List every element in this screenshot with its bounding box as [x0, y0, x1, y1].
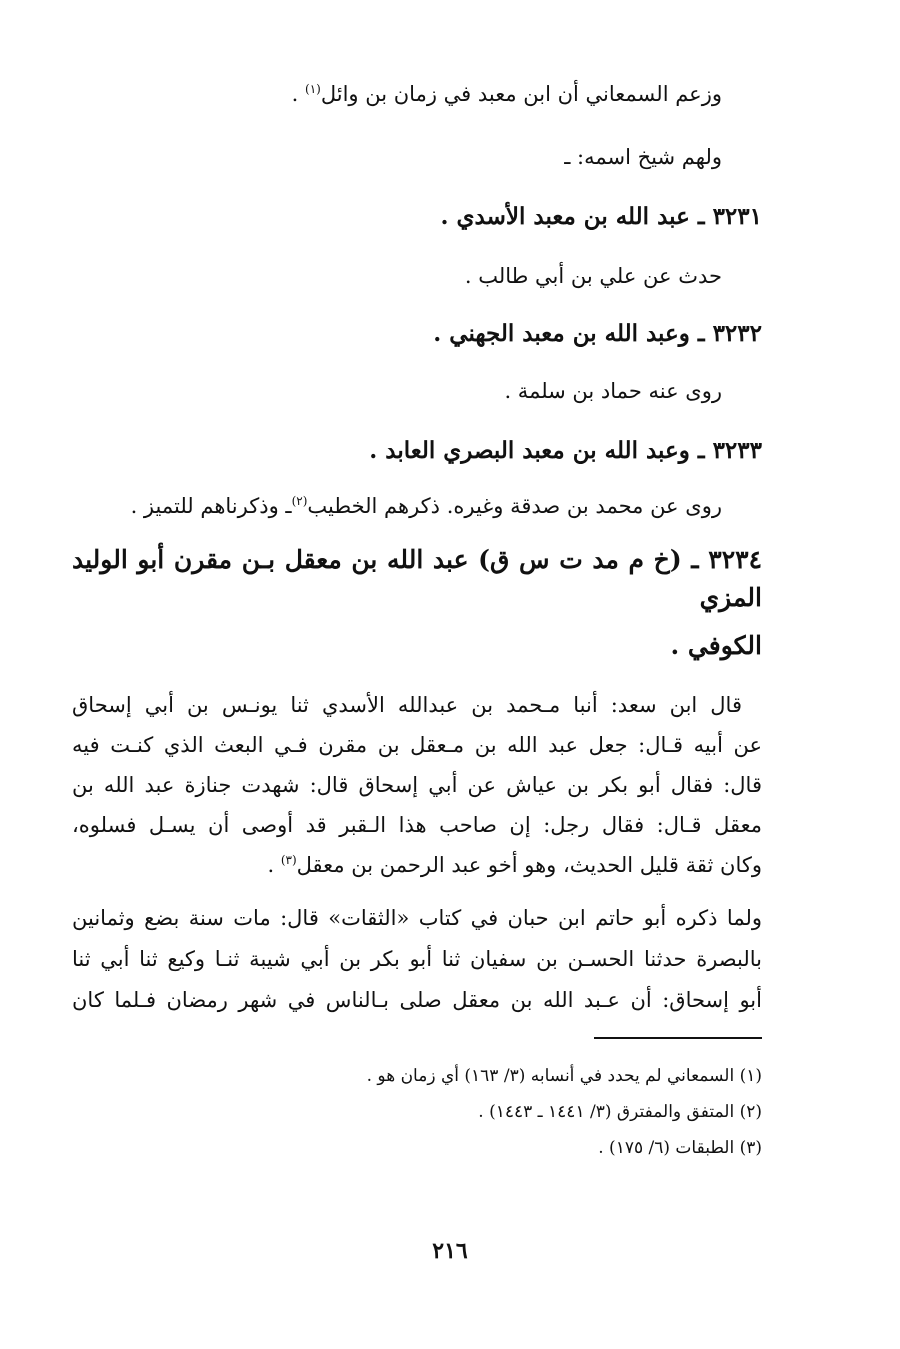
- heading-text: الكوفي .: [670, 631, 762, 660]
- entry-heading-3234-line1: [72, 541, 762, 617]
- text-span: .: [267, 853, 281, 877]
- page-body: [72, 78, 762, 1017]
- text-span: أبو إسحاق: أن عـبد الله بن معقل صلى بـالناس في شهر رمضان فـلما كان: [72, 988, 762, 1012]
- entry-heading-3232: [72, 317, 762, 351]
- text-line: [72, 260, 762, 293]
- heading-text: ٣٢٣٤ ـ (خ م مد ت س ق) عبد الله بن معقل بـن مقرن أبو الوليد المزي: [72, 545, 762, 612]
- footnote-ref-3[interactable]: (٣): [280, 853, 297, 867]
- text-line: [72, 984, 762, 1017]
- text-line: [72, 490, 762, 523]
- text-span: وكان ثقة قليل الحديث، وهو أخو عبد الرحمن بن معقل: [296, 853, 762, 877]
- text-line: [72, 902, 762, 935]
- text-span: ـ وذكرناهم للتميز .: [130, 494, 292, 518]
- footnote-3: (٣) الطبقات (٦/ ١٧٥) .: [598, 1138, 762, 1158]
- text-line: [72, 141, 762, 174]
- paragraph-ibn-hibban: [72, 902, 762, 1017]
- footnote-2: (٢) المتفق والمفترق (٣/ ١٤٤١ ـ ١٤٤٣) .: [478, 1102, 762, 1122]
- text-span: بالبصرة حدثنا الحسـن بن سفيان ثنا أبو بكر بن أبي شيبة ثنـا وكيع ثنا أبي ثنا: [72, 947, 762, 971]
- text-span: روى عنه حماد بن سلمة .: [504, 379, 722, 403]
- text-span: ولهم شيخ اسمه: ـ: [564, 145, 722, 169]
- footnote-divider: [594, 1037, 762, 1039]
- entry-heading-3233: [72, 434, 762, 468]
- footnote-ref-2[interactable]: (٢): [291, 494, 308, 508]
- text-line: [72, 769, 762, 802]
- text-span: روى عن محمد بن صدقة وغيره. ذكرهم الخطيب: [307, 494, 722, 518]
- heading-text: ٣٢٣١ ـ عبد الله بن معبد الأسدي .: [440, 203, 762, 230]
- text-line: [72, 849, 762, 882]
- text-span: ولما ذكره أبو حاتم ابن حبان في كتاب «الثقات» قال: مات سنة بضع وثمانين: [72, 906, 762, 930]
- text-span: .: [291, 82, 306, 106]
- text-line: [72, 78, 762, 111]
- text-span: معقل قـال: فقال رجل: إن صاحب هذا الـقبر قد أوصى أن يسـل فسلوه،: [72, 813, 762, 837]
- text-span: وزعم السمعاني أن ابن معبد في زمان بن وائل: [320, 82, 722, 106]
- heading-text: ٣٢٣٢ ـ وعبد الله بن معبد الجهني .: [433, 320, 762, 347]
- page-number: ٢١٦: [432, 1238, 468, 1264]
- text-line: [72, 375, 762, 408]
- heading-text: ٣٢٣٣ ـ وعبد الله بن معبد البصري العابد .: [369, 437, 762, 464]
- text-span: حدث عن علي بن أبي طالب .: [464, 264, 722, 288]
- text-span: قال ابن سعد: أنبا مـحمد بن عبدالله الأسدي ثنا يونـس بن أبي إسحاق: [72, 693, 742, 717]
- entry-heading-3234-line2: [72, 627, 762, 665]
- text-span: قال: فقال أبو بكر بن عياش عن أبي إسحاق قال: شهدت جنازة عبد الله بن: [72, 773, 762, 797]
- text-line: [72, 729, 762, 762]
- text-line: [72, 809, 762, 842]
- footnote-ref-1[interactable]: (١): [305, 82, 321, 96]
- entry-heading-3231: [72, 200, 762, 234]
- text-span: عن أبيه قـال: جعل عبد الله بن مـعقل بن مقرن فـي البعث الذي كنـت فيه: [72, 733, 762, 757]
- paragraph-ibn-saad: [72, 689, 762, 882]
- text-line: [72, 689, 762, 722]
- footnote-1: (١) السمعاني لم يحدد في أنسابه (٣/ ١٦٣) أي زمان هو .: [366, 1066, 762, 1086]
- footnotes: [72, 1058, 762, 1166]
- text-line: [72, 943, 762, 976]
